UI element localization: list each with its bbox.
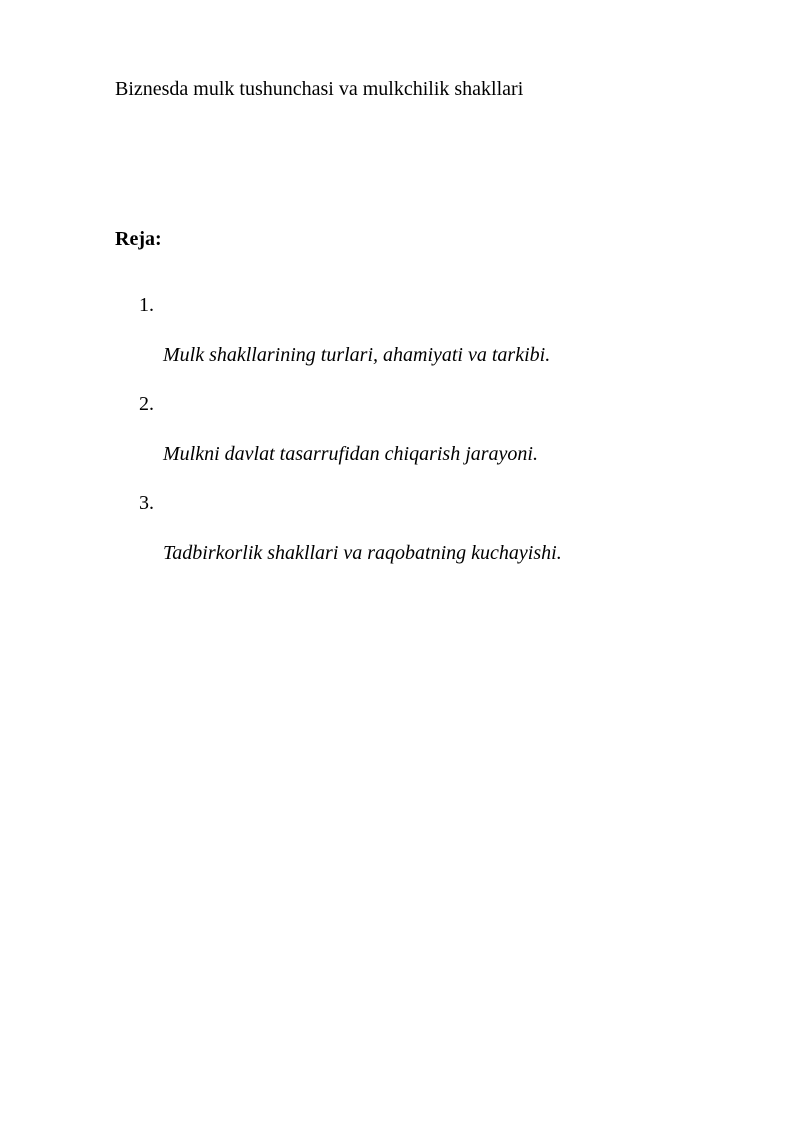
plan-list <box>0 292 800 589</box>
plan-item-number: 1. <box>139 294 154 316</box>
plan-item-text: Mulk shakllarining turlari, ahamiyati va tarkibi. <box>163 344 551 366</box>
plan-heading: Reja: <box>115 228 162 250</box>
plan-item-number: 3. <box>139 492 154 514</box>
plan-item <box>0 391 800 490</box>
plan-item <box>0 490 800 589</box>
plan-item-text: Tadbirkorlik shakllari va raqobatning kuchayishi. <box>163 542 562 564</box>
plan-item-number: 2. <box>139 393 154 415</box>
plan-item-text: Mulkni davlat tasarrufidan chiqarish jarayoni. <box>163 443 538 465</box>
plan-item <box>0 292 800 391</box>
document-title: Biznesda mulk tushunchasi va mulkchilik shakllari <box>115 78 524 100</box>
